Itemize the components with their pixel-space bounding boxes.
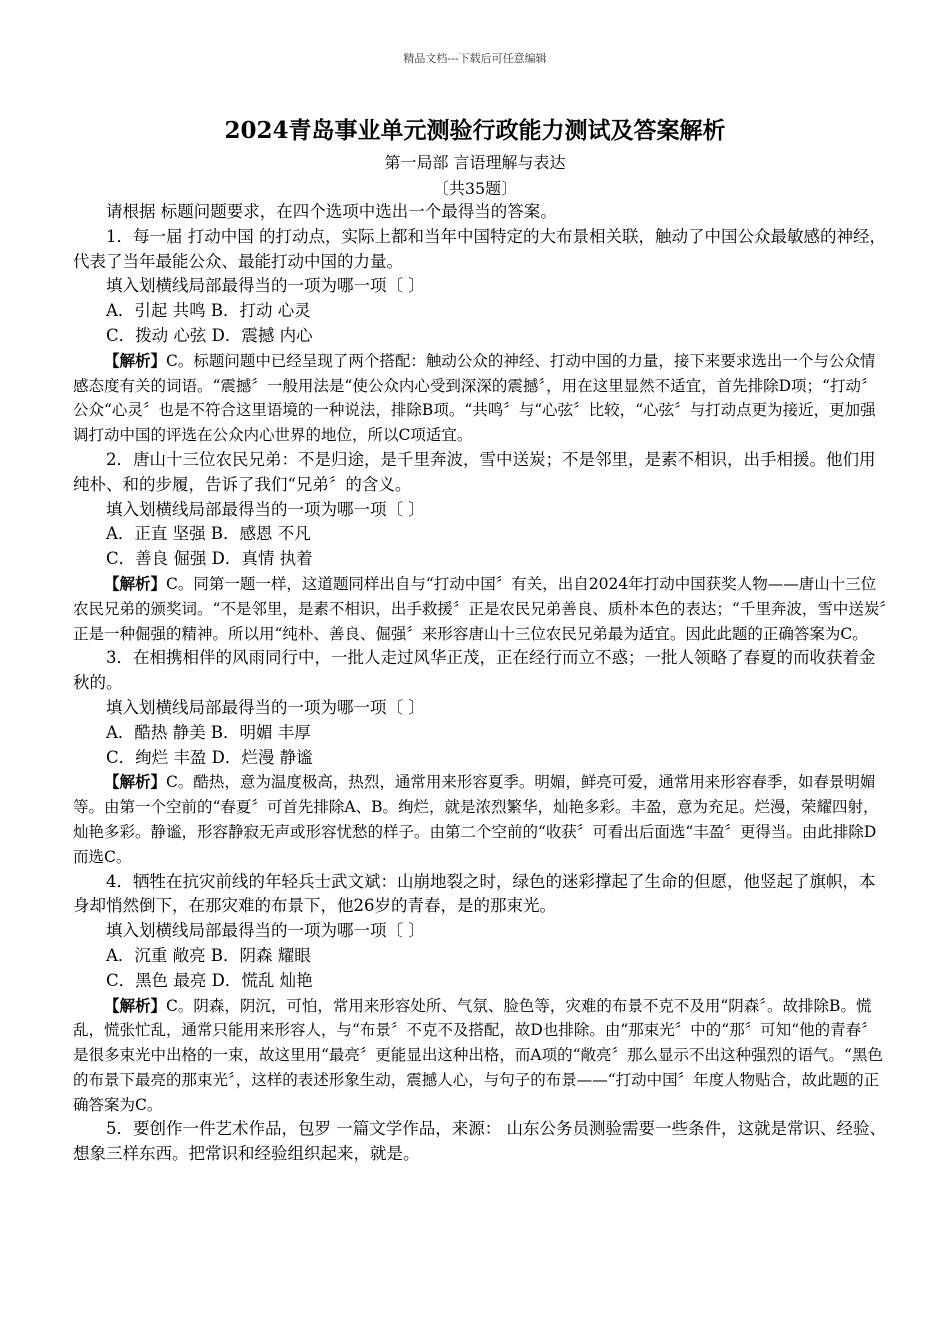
- question-prompt: 填入划横线局部最得当的一项为哪一项〔 〕: [106, 697, 425, 717]
- analysis-label: 【解析】: [104, 995, 167, 1015]
- instructions: 请根据 标题问题要求，在四个选项中选出一个最得当的答案。: [106, 202, 557, 221]
- page-header: 精品文档---下载后可任意编辑: [403, 52, 547, 65]
- document-body: [73, 200, 888, 1167]
- question-options: C．善良 倔强 D．真情 执着: [106, 549, 313, 569]
- document-title: 2024青岛事业单元测验行政能力测试及答案解析: [224, 117, 726, 144]
- question-options: C．拨动 心弦 D．震撼 内心: [106, 325, 313, 345]
- answer-analysis: [73, 994, 888, 1118]
- question-options: A．沉重 敞亮 B．阴森 耀眼: [106, 945, 311, 965]
- analysis-label: 【解析】: [104, 772, 167, 792]
- analysis-text: C。阴森，阴沉，可怕，常用来形容处所、气氛、脸色等，灾难的布景不克不及用“阴森〞。故排除B。慌乱，慌张忙乱，通常只能用来形容人，与“布景〞不克不及搭配，故D也排除。由“那束光〞中的“那〞可知“他的青春〞是很多束光中出格的一束，故这里用“最亮〞更能显出这种出格，而A项的“敞亮〞那么显示不出这种强烈的语气。“黑色的布景下最亮的那束光〞，这样的表述形象生动，震撼人心，与句子的布景——“打动中国〞年度人物贴合，故此题的正确答案为C。: [73, 996, 883, 1114]
- question-stem: 3．在相携相伴的风雨同行中，一批人走过风华正茂，正在经行而立不惑；一批人领略了春夏的而收获着金秋的。: [73, 648, 876, 693]
- analysis-label: 【解析】: [104, 350, 167, 370]
- question-prompt: 填入划横线局部最得当的一项为哪一项〔 〕: [106, 921, 425, 941]
- question-options: A．酷热 静美 B．明媚 丰厚: [106, 722, 311, 742]
- answer-analysis: [73, 770, 888, 869]
- question-count: 〔共35题〕: [432, 179, 518, 198]
- question-stem: 5．要创作一件艺术作品，包罗 一篇文学作品，来源： 山东公务员测验需要一些条件，这就是常识、经验、想象三样东西。把常识和经验组织起来，就是。: [73, 1119, 886, 1164]
- question-options: A．正直 坚强 B．感恩 不凡: [106, 524, 311, 544]
- question-stem: 1．每一届 打动中国 的打动点，实际上都和当年中国特定的大布景相关联，触动了中国公众最敏感的神经，代表了当年最能公众、最能打动中国的力量。: [73, 226, 886, 271]
- analysis-text: C。酷热，意为温度极高，热烈，通常用来形容夏季。明媚，鲜亮可爱，通常用来形容春季，如春景明媚等。由第一个空前的“春夏〞可首先排除A、B。绚烂，就是浓烈繁华，灿艳多彩。丰盈，意为充足。烂漫，荣耀四射，灿艳多彩。静谧，形容静寂无声或形容忧愁的样子。由第二个空前的“收获〞可看出后面选“丰盈〞更得当。由此排除D而选C。: [73, 773, 879, 866]
- question-prompt: 填入划横线局部最得当的一项为哪一项〔 〕: [106, 499, 425, 519]
- analysis-text: C。标题问题中已经呈现了两个搭配：触动公众的神经、打动中国的力量，接下来要求选出一个与公众情感态度有关的词语。“震撼〞一般用法是“使公众内心受到深深的震撼〞，用在这里显然不适宜，首先排除D项；“打动〞公众“心灵〞也是不符合这里语境的一种说法，排除B项。“共鸣〞与“心弦〞比较，“心弦〞与打动点更为接近，更加强调打动中国的评选在公众内心世界的地位，所以C项适宜。: [73, 351, 877, 445]
- answer-analysis: [73, 572, 888, 646]
- question-options: C．黑色 最亮 D．慌乱 灿艳: [106, 970, 313, 990]
- question-prompt: 填入划横线局部最得当的一项为哪一项〔 〕: [106, 276, 425, 296]
- answer-analysis: [73, 349, 888, 448]
- question-stem: 4．牺牲在抗灾前线的年轻兵士武文斌：山崩地裂之时，绿色的迷彩撑起了生命的但愿，他竖起了旗帜，本身却悄然倒下，在那灾难的布景下，他26岁的青春，是的那束光。: [73, 871, 876, 916]
- question-options: C．绚烂 丰盈 D．烂漫 静谧: [106, 747, 313, 767]
- section-heading: 第一局部 言语理解与表达: [384, 153, 566, 172]
- analysis-text: C。同第一题一样，这道题同样出自与“打动中国〞有关，出自2024年打动中国获奖人物——唐山十三位农民兄弟的颁奖词。“不是邻里，是素不相识，出手救援〞正是农民兄弟善良、质朴本色的表达；“千里奔波，雪中送炭〞正是一种倔强的精神。所以用“纯朴、善良、倔强〞来形容唐山十三位农民兄弟最为适宜。因此此题的正确答案为C。: [73, 574, 888, 643]
- question-stem: 2．唐山十三位农民兄弟：不是归途，是千里奔波，雪中送炭；不是邻里，是素不相识，出手相援。他们用纯朴、和的步履，告诉了我们“兄弟〞的含义。: [73, 449, 876, 494]
- analysis-label: 【解析】: [104, 573, 167, 593]
- question-options: A．引起 共鸣 B．打动 心灵: [106, 301, 311, 321]
